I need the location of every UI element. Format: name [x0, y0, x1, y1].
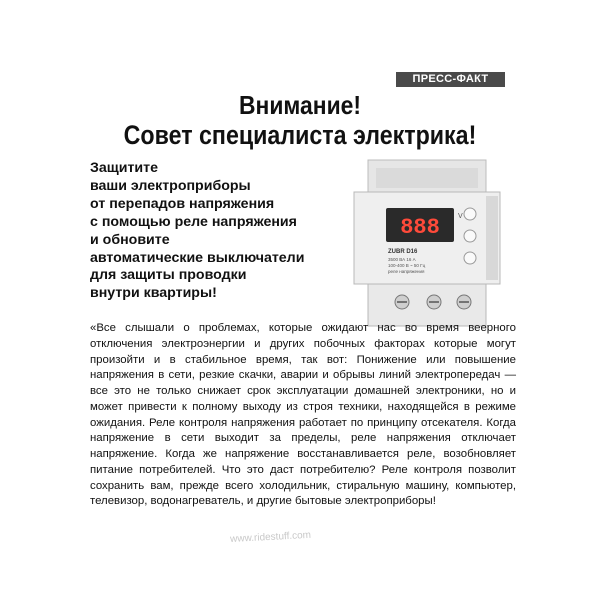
relay-button-down	[464, 252, 476, 264]
svg-text:3500 ВА 16 А: 3500 ВА 16 А	[388, 257, 416, 262]
display-digits: 888	[400, 215, 440, 240]
svg-text:100-400 В ~ 50 Гц: 100-400 В ~ 50 Гц	[388, 263, 426, 268]
article-heading	[60, 90, 540, 151]
svg-text:V: V	[458, 213, 463, 220]
watermark: www.ridestuff.com	[229, 529, 312, 546]
relay-button-up	[464, 208, 476, 220]
svg-text:ZUBR D16: ZUBR D16	[388, 249, 418, 255]
press-fact-badge: ПРЕСС-ФАКТ	[396, 72, 505, 87]
svg-text:реле напряжения: реле напряжения	[388, 269, 425, 274]
voltage-relay-image	[346, 152, 508, 334]
lead-paragraph: Защитите ваши электроприборы от перепадов напряжения с помощью реле напряжения и обновите автоматические выключатели для защиты проводки внутри квартиры!	[90, 160, 305, 302]
article-body: «Все слышали о проблемах, которые ожидают нас во время веерного отключения электроэнергии и других побочных факторах которые могут произойти и в стабильное время, так вот: Понижение или повышение напряжения в сети, резкие скачки, аварии и обрывы линий электропередач — все это не только снижает срок эксплуатации домашней электроники, но и может привести к полному выходу из строя техники, находящейся в режиме ожидания. Реле контроля напряжения работает по принципу отсекателя. Когда напряжение в сети выходит за пределы, реле напряжения отключает напряжение. Когда же напряжение восстанавливается реле, возобновляет питание потребителей. Что это даст потребителю? Реле контроля позволит сохранить вам, прежде всего холодильник, стиральную машину, компьютер, телевизор, водонагреватель, и другие бытовые электроприборы!	[90, 322, 516, 508]
relay-button-mode	[464, 230, 476, 242]
heading-line-2: Совет специалиста электрика!	[123, 120, 477, 150]
heading-line-1: Внимание!	[239, 90, 361, 120]
